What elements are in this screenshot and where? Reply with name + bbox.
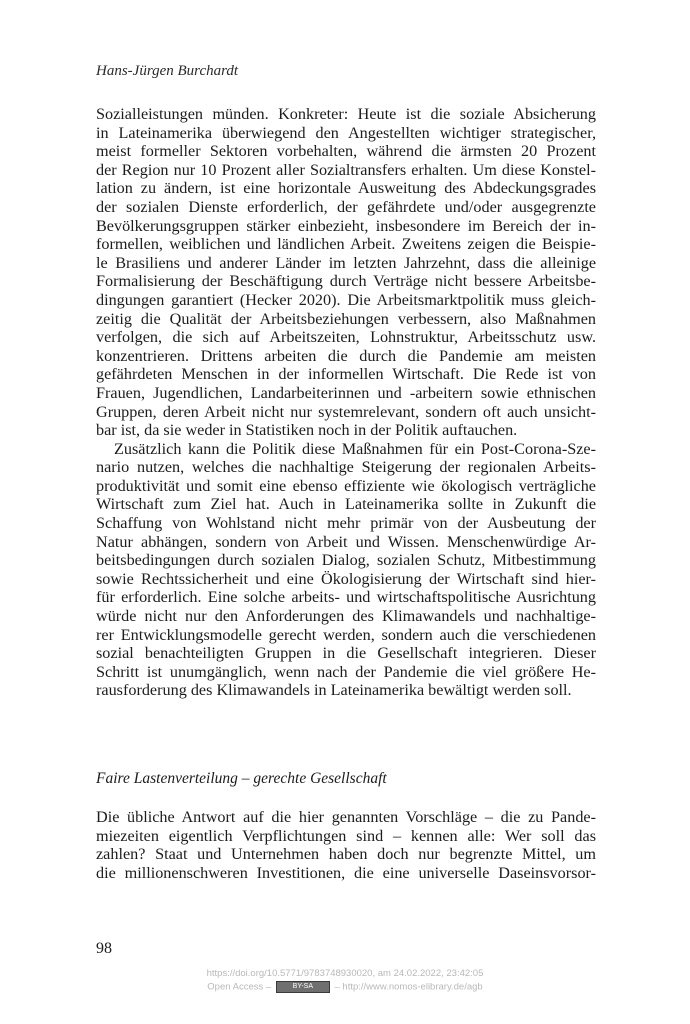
text-line: produktivität und somit eine ebenso effiziente wie ökologisch verträgliche [96, 476, 596, 495]
footer-doi[interactable]: https://doi.org/10.5771/9783748930020, am 24.02.2022, 23:42:05 [206, 968, 484, 979]
text-line: Wirtschaft zum Ziel hat. Auch in Lateinamerika sollte in Zukunft die [96, 495, 596, 514]
text-line: für erforderlich. Eine solche arbeits- und wirtschaftspolitische Ausrichtung [96, 588, 596, 607]
paragraph-1 [96, 105, 596, 440]
text-line: Formalisierung der Beschäftigung durch Verträge nicht bessere Arbeitsbe- [96, 272, 596, 291]
text-line: Gruppen, deren Arbeit nicht nur systemrelevant, sondern oft auch unsicht- [96, 402, 596, 421]
paragraph-3 [96, 808, 596, 882]
text-line: Sozialleistungen münden. Konkreter: Heute ist die soziale Absicherung [96, 105, 596, 123]
text-line: zeitig die Qualität der Arbeitsbeziehungen verbessern, also Maßnahmen [96, 309, 596, 328]
text-line: zahlen? Staat und Unternehmen haben doch nur begrenzte Mittel, um [96, 845, 596, 864]
text-line: Schaffung von Wohlstand nicht mehr primär von der Ausbeutung der [96, 514, 596, 533]
text-line: der sozialen Dienste erforderlich, der gefährdete und/oder ausgegrenzte [96, 197, 596, 216]
text-line: formellen, weiblichen und ländlichen Arbeit. Zweitens zeigen die Beispie- [96, 235, 596, 254]
paragraph-2 [96, 440, 596, 700]
text-line: sowie Rechtssicherheit und eine Ökologisierung der Wirtschaft sind hier- [96, 569, 596, 588]
text-line: Bevölkerungsgruppen stärker einbezieht, insbesondere im Bereich der in- [96, 216, 596, 235]
text-line: Schritt ist unumgänglich, wenn nach der Pandemie die viel größere He- [96, 662, 596, 681]
footer-url[interactable]: – http://www.nomos-elibrary.de/agb [334, 981, 483, 993]
text-line: meist formeller Sektoren vorbehalten, während die ärmsten 20 Prozent [96, 142, 596, 161]
text-line: rausforderung des Klimawandels in Lateinamerika bewältigt werden soll. [96, 681, 572, 700]
page-number: 98 [96, 940, 112, 957]
text-line: nario nutzen, welches die nachhaltige Steigerung der regionalen Arbeits- [96, 458, 596, 477]
text-line: verfolgen, die sich auf Arbeitszeiten, Lohnstruktur, Arbeitsschutz usw. [96, 328, 596, 347]
section-heading: Faire Lastenverteilung – gerechte Gesellschaft [96, 770, 387, 787]
footer-open-access: Open Access – [207, 981, 272, 993]
text-line: gefährdeten Menschen in der informellen Wirtschaft. Die Rede ist von [96, 365, 596, 384]
text-line: Zusätzlich kann die Politik diese Maßnahmen für ein Post-Corona-Sze- [114, 439, 596, 458]
footer-license [0, 981, 690, 994]
section-text [96, 808, 596, 882]
text-line: beitsbedingungen durch sozialen Dialog, sozialen Schutz, Mitbestimmung [96, 551, 596, 570]
text-line: in Lateinamerika überwiegend den Angestellten wichtiger strategischer, [96, 123, 596, 142]
text-line: Frauen, Jugendlichen, Landarbeiterinnen und -arbeitern sowie ethnischen [96, 383, 596, 402]
text-line: dingungen garantiert (Hecker 2020). Die Arbeitsmarktpolitik muss gleich- [96, 290, 596, 309]
text-line: bar ist, da sie weder in Statistiken noch in der Politik auftauchen. [96, 421, 518, 440]
text-line: die millionenschweren Investitionen, die eine universelle Daseinsvorsor- [96, 863, 596, 882]
text-line: würde nicht nur den Anforderungen des Klimawandels und nachhaltige- [96, 607, 596, 626]
text-line: lation zu ändern, ist eine horizontale Ausweitung des Abdeckungsgrades [96, 179, 596, 198]
text-line: Natur abhängen, sondern von Arbeit und Wissen. Menschenwürdige Ar- [96, 532, 596, 551]
text-line: le Brasiliens und anderer Länder im letzten Jahrzehnt, dass die alleinige [96, 253, 596, 272]
text-line: rer Entwicklungsmodelle gerecht werden, sondern auch die verschiedenen [96, 625, 596, 644]
main-text [96, 105, 596, 700]
text-line: der Region nur 10 Prozent aller Sozialtransfers erhalten. Um diese Konstel- [96, 160, 596, 179]
cc-license-badge[interactable]: BY-SA [276, 981, 330, 993]
running-head: Hans-Jürgen Burchardt [96, 63, 239, 79]
text-line: Die übliche Antwort auf die hier genannten Vorschläge – die zu Pande- [96, 808, 596, 826]
text-line: sozial benachteiligten Gruppen in die Gesellschaft integrieren. Dieser [96, 644, 596, 663]
text-line: miezeiten eigentlich Verpflichtungen sind – kennen alle: Wer soll das [96, 826, 596, 845]
text-line: konzentrieren. Drittens arbeiten die durch die Pandemie am meisten [96, 346, 596, 365]
